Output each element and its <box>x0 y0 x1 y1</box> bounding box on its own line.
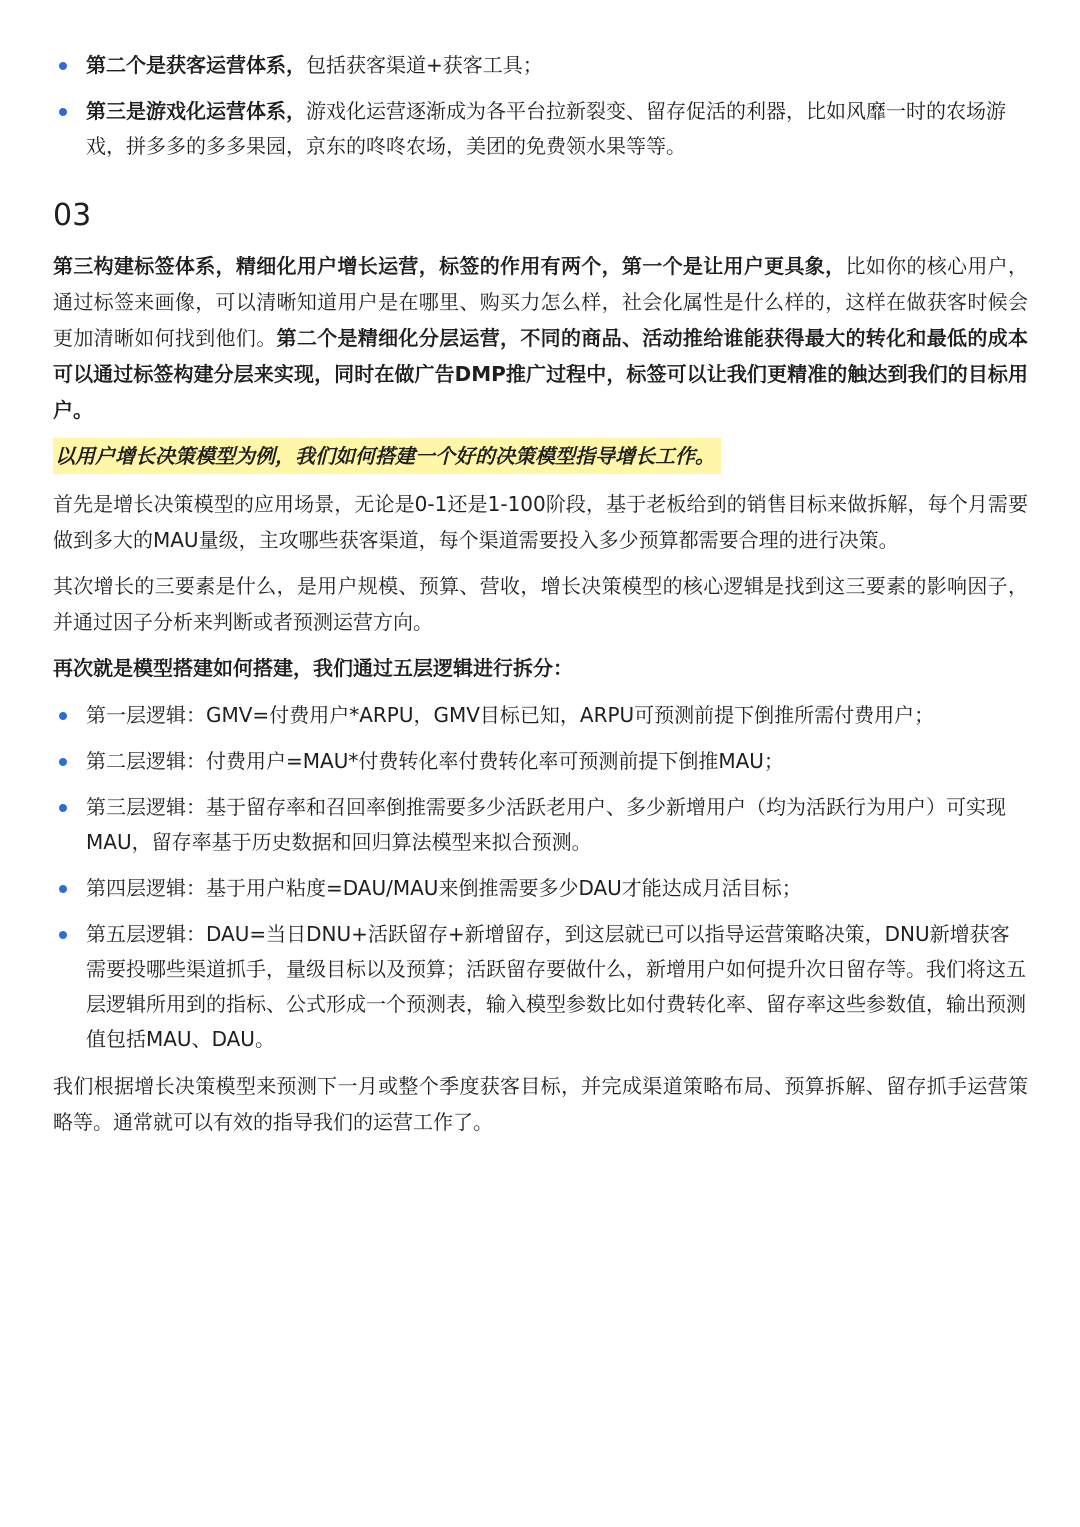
bullet-text: 包括获客渠道+获客工具； <box>306 53 543 77</box>
list-item <box>53 790 1028 860</box>
scenario-paragraph: 首先是增长决策模型的应用场景，无论是0-1还是1-100阶段，基于老板给到的销售目标来做拆解，每个月需要做到多大的MAU量级，主攻哪些获客渠道，每个渠道需要投入多少预算都需要合理的进行决策。 <box>53 492 1028 552</box>
bullet-text: 游戏化运营逐渐成为各平台拉新裂变、留存促活的利器，比如风靡一时的农场游戏，拼多多的多多果园，京东的咚咚农场，美团的免费领水果等等。 <box>86 99 1006 158</box>
tag-system-paragraph <box>53 248 1028 428</box>
para-bold-text: 第二个是精细化分层运营，不同的商品、活动推给谁能获得最大的转化和最低的成本可以通过标签构建分层来实现，同时在做广告DMP推广过程中，标签可以让我们更精准的触达到我们的目标用户。 <box>53 326 1029 422</box>
bullet-dot-icon <box>59 108 67 116</box>
list-item <box>53 917 1028 1057</box>
bullet-dot-icon <box>59 885 67 893</box>
bullet-dot-icon <box>59 758 67 766</box>
top-bullet-list <box>53 48 1028 164</box>
conclusion-paragraph: 我们根据增长决策模型来预测下一月或整个季度获客目标，并完成渠道策略布局、预算拆解、留存抓手运营策略等。通常就可以有效的指导我们的运营工作了。 <box>53 1074 1028 1134</box>
highlighted-heading: 以用户增长决策模型为例，我们如何搭建一个好的决策模型指导增长工作。 <box>53 438 721 474</box>
bullet-text: 第一层逻辑：GMV=付费用户*ARPU，GMV目标已知，ARPU可预测前提下倒推所需付费用户； <box>86 703 935 727</box>
para-bold-text: 第三构建标签体系，精细化用户增长运营，标签的作用有两个，第一个是让用户更具象， <box>53 254 846 278</box>
bullet-bold-text: 第三是游戏化运营体系， <box>86 99 306 123</box>
elements-paragraph: 其次增长的三要素是什么，是用户规模、预算、营收，增长决策模型的核心逻辑是找到这三要素的影响因子，并通过因子分析来判断或者预测运营方向。 <box>53 574 1028 634</box>
logic-layer-list <box>53 698 1028 1057</box>
bullet-text: 第四层逻辑：基于用户粘度=DAU/MAU来倒推需要多少DAU才能达成月活目标； <box>86 876 802 900</box>
bullet-dot-icon <box>59 804 67 812</box>
bullet-dot-icon <box>59 712 67 720</box>
section-number: 03 <box>53 198 92 233</box>
para-text: 比如你的核心用户，通过标签来画像，可以清晰知道用户是在哪里、购买力怎么样，社会化属性是什么样的，这样在做获客时候会更加清晰如何找到他们。 <box>53 254 1029 350</box>
highlight-block <box>53 438 1028 474</box>
list-item <box>53 744 1028 779</box>
model-subheading: 再次就是模型搭建如何搭建，我们通过五层逻辑进行拆分： <box>53 656 573 680</box>
bullet-bold-text: 第二个是获客运营体系， <box>86 53 306 77</box>
list-item <box>53 48 1028 83</box>
bullet-text: 第三层逻辑：基于留存率和召回率倒推需要多少活跃老用户、多少新增用户（均为活跃行为用户）可实现MAU，留存率基于历史数据和回归算法模型来拟合预测。 <box>86 795 1006 854</box>
bullet-dot-icon <box>59 62 67 70</box>
list-item <box>53 698 1028 733</box>
bullet-text: 第二层逻辑：付费用户=MAU*付费转化率付费转化率可预测前提下倒推MAU； <box>86 749 784 773</box>
bullet-dot-icon <box>59 931 67 939</box>
bullet-text: 第五层逻辑：DAU=当日DNU+活跃留存+新增留存，到这层就已可以指导运营策略决策，DNU新增获客需要投哪些渠道抓手，量级目标以及预算；活跃留存要做什么，新增用户如何提升次日留存等。我们将这五层逻辑所用到的指标、公式形成一个预测表，输入模型参数比如付费转化率、留存率这些参数值，输出预测值包括MAU、DAU。 <box>86 922 1026 1051</box>
list-item <box>53 871 1028 906</box>
list-item <box>53 94 1028 164</box>
